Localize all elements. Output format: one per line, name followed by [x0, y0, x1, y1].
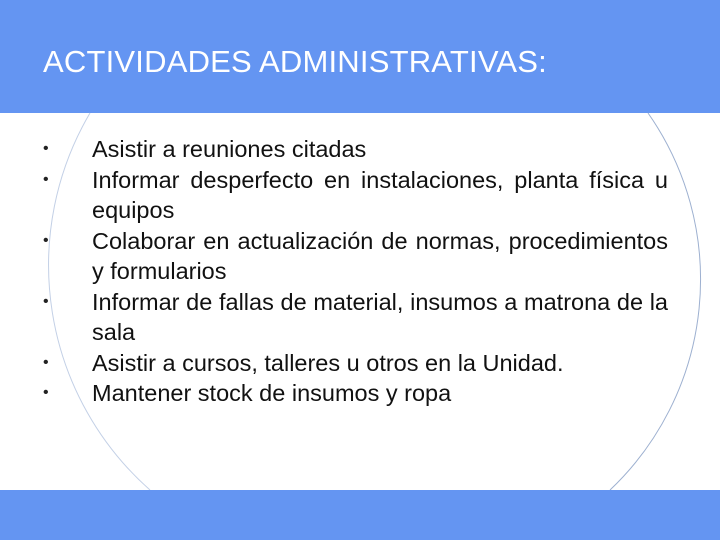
bullet-item [40, 134, 668, 165]
bullet-text: Informar de fallas de material, insumos a matrona de la sala [92, 288, 668, 345]
bullet-dot: • [43, 170, 49, 188]
footer-band [0, 490, 720, 540]
bullet-text: Informar desperfecto en instalaciones, planta física u equipos [92, 166, 668, 223]
bullet-dot: • [43, 353, 49, 371]
bullet-text: Colaborar en actualización de normas, procedimientos y formularios [92, 227, 668, 284]
bullet-text: Mantener stock de insumos y ropa [92, 380, 452, 406]
bullet-list [40, 134, 668, 409]
bullet-item [40, 165, 668, 226]
bullet-text: Asistir a cursos, talleres u otros en la Unidad. [92, 349, 564, 376]
bullet-item [40, 348, 668, 379]
bullet-text: Asistir a reuniones citadas [92, 136, 367, 162]
slide-title: ACTIVIDADES ADMINISTRATIVAS: [43, 44, 547, 79]
bullet-item [40, 378, 668, 409]
bullet-dot: • [43, 384, 49, 401]
bullet-dot: • [43, 292, 49, 310]
bullet-dot: • [43, 231, 49, 249]
bullet-item [40, 226, 668, 287]
bullet-item [40, 287, 668, 348]
bullet-dot: • [43, 140, 49, 157]
